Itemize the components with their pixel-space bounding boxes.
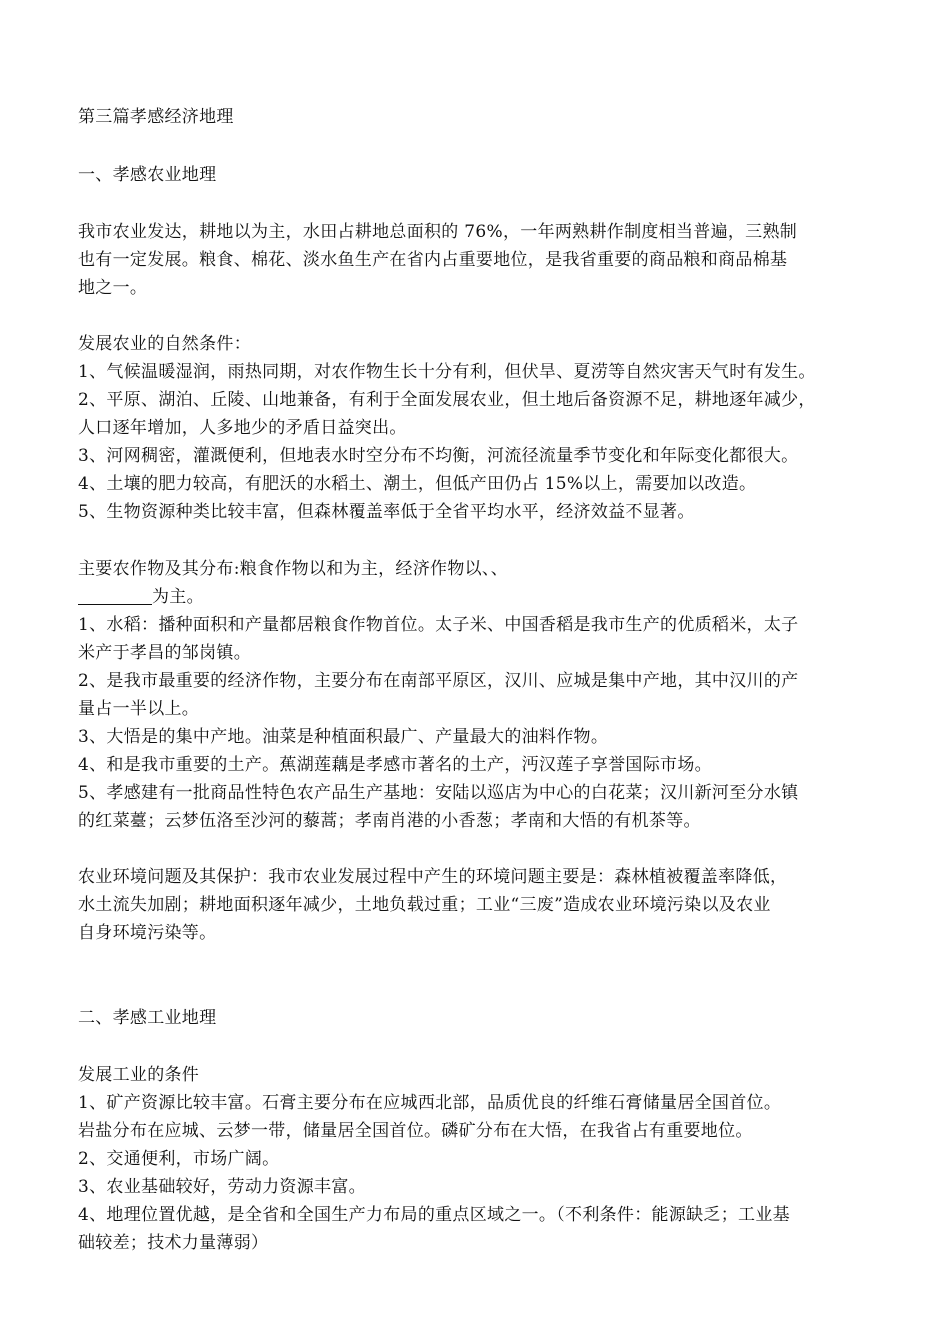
list-item: 1、气候温暖湿润，雨热同期，对农作物生长十分有利，但伏旱、夏涝等自然灾害天气时有发生。 — [78, 362, 816, 382]
list-item: 4、和是我市重要的土产。蕉湖莲藕是孝感市著名的土产，沔汉莲子享誉国际市场。 — [78, 755, 712, 775]
subheading-crops: 主要农作物及其分布:粮食作物以和为主，经济作物以、、 — [78, 559, 509, 579]
crops-title-continuation — [78, 586, 882, 608]
paragraph-line: 地之一。 — [78, 278, 148, 298]
list-item: 3、大悟是的集中产地。油菜是种植面积最广、产量最大的油料作物。 — [78, 727, 609, 747]
paragraph-line: 农业环境问题及其保护：我市农业发展过程中产生的环境问题主要是：森林植被覆盖率降低， — [78, 867, 788, 887]
subheading-natural-conditions: 发展农业的自然条件： — [78, 334, 251, 354]
paragraph-line: 水土流失加剧；耕地面积逐年减少，土地负载过重；工业“三废”造成农业环境污染以及农业 — [78, 895, 771, 915]
section-heading-agriculture: 一、孝感农业地理 — [78, 165, 217, 185]
paragraph-line: 也有一定发展。粮食、棉花、淡水鱼生产在省内占重要地位，是我省重要的商品粮和商品棉基 — [78, 250, 788, 270]
list-item: 4、土壤的肥力较高，有肥沃的水稻土、潮土，但低产田仍占 15%以上，需要加以改造。 — [78, 474, 757, 494]
list-item: 的红菜薹；云梦伍洛至沙河的藜蒿；孝南肖港的小香葱；孝南和大悟的有机茶等。 — [78, 811, 701, 831]
list-item: 1、水稻：播种面积和产量都居粮食作物首位。太子米、中国香稻是我市生产的优质稻米，太子 — [78, 615, 799, 635]
subheading-industry-conditions: 发展工业的条件 — [78, 1065, 200, 1085]
list-item: 米产于孝昌的邹岗镇。 — [78, 643, 251, 663]
list-item: 3、农业基础较好，劳动力资源丰富。 — [78, 1177, 366, 1197]
list-item: 础较差；技术力量薄弱） — [78, 1233, 269, 1253]
paragraph-line: 自身环境污染等。 — [78, 923, 217, 943]
fill-in-blank — [78, 588, 152, 605]
list-item: 2、平原、湖泊、丘陵、山地兼备，有利于全面发展农业，但土地后备资源不足，耕地逐年减少， — [78, 390, 816, 410]
list-item: 5、生物资源种类比较丰富，但森林覆盖率低于全省平均水平，经济效益不显著。 — [78, 502, 695, 522]
list-item: 5、孝感建有一批商品性特色农产品生产基地：安陆以巡店为中心的白花菜；汉川新河至分水镇 — [78, 783, 799, 803]
crops-title-tail: 为主。 — [152, 587, 204, 607]
list-item: 2、交通便利，市场广阔。 — [78, 1149, 280, 1169]
list-item: 1、矿产资源比较丰富。石膏主要分布在应城西北部，品质优良的纤维石膏储量居全国首位。 — [78, 1093, 782, 1113]
list-item: 3、河网稠密，灌溉便利，但地表水时空分布不均衡，河流径流量季节变化和年际变化都很大。 — [78, 446, 799, 466]
section-heading-industry: 二、孝感工业地理 — [78, 1008, 217, 1028]
paragraph-line: 我市农业发达，耕地以为主，水田占耕地总面积的 76%，一年两熟耕作制度相当普遍，三熟制 — [78, 222, 798, 242]
list-item: 2、是我市最重要的经济作物，主要分布在南部平原区，汉川、应城是集中产地，其中汉川的产 — [78, 671, 799, 691]
list-item: 人口逐年增加，人多地少的矛盾日益突出。 — [78, 418, 407, 438]
list-item: 4、地理位置优越，是全省和全国生产力布局的重点区域之一。（不利条件：能源缺乏；工业基 — [78, 1205, 790, 1225]
document-title: 第三篇孝感经济地理 — [78, 107, 234, 127]
list-item: 量占一半以上。 — [78, 699, 200, 719]
list-item: 岩盐分布在应城、云梦一带，储量居全国首位。磷矿分布在大悟，在我省占有重要地位。 — [78, 1121, 753, 1141]
